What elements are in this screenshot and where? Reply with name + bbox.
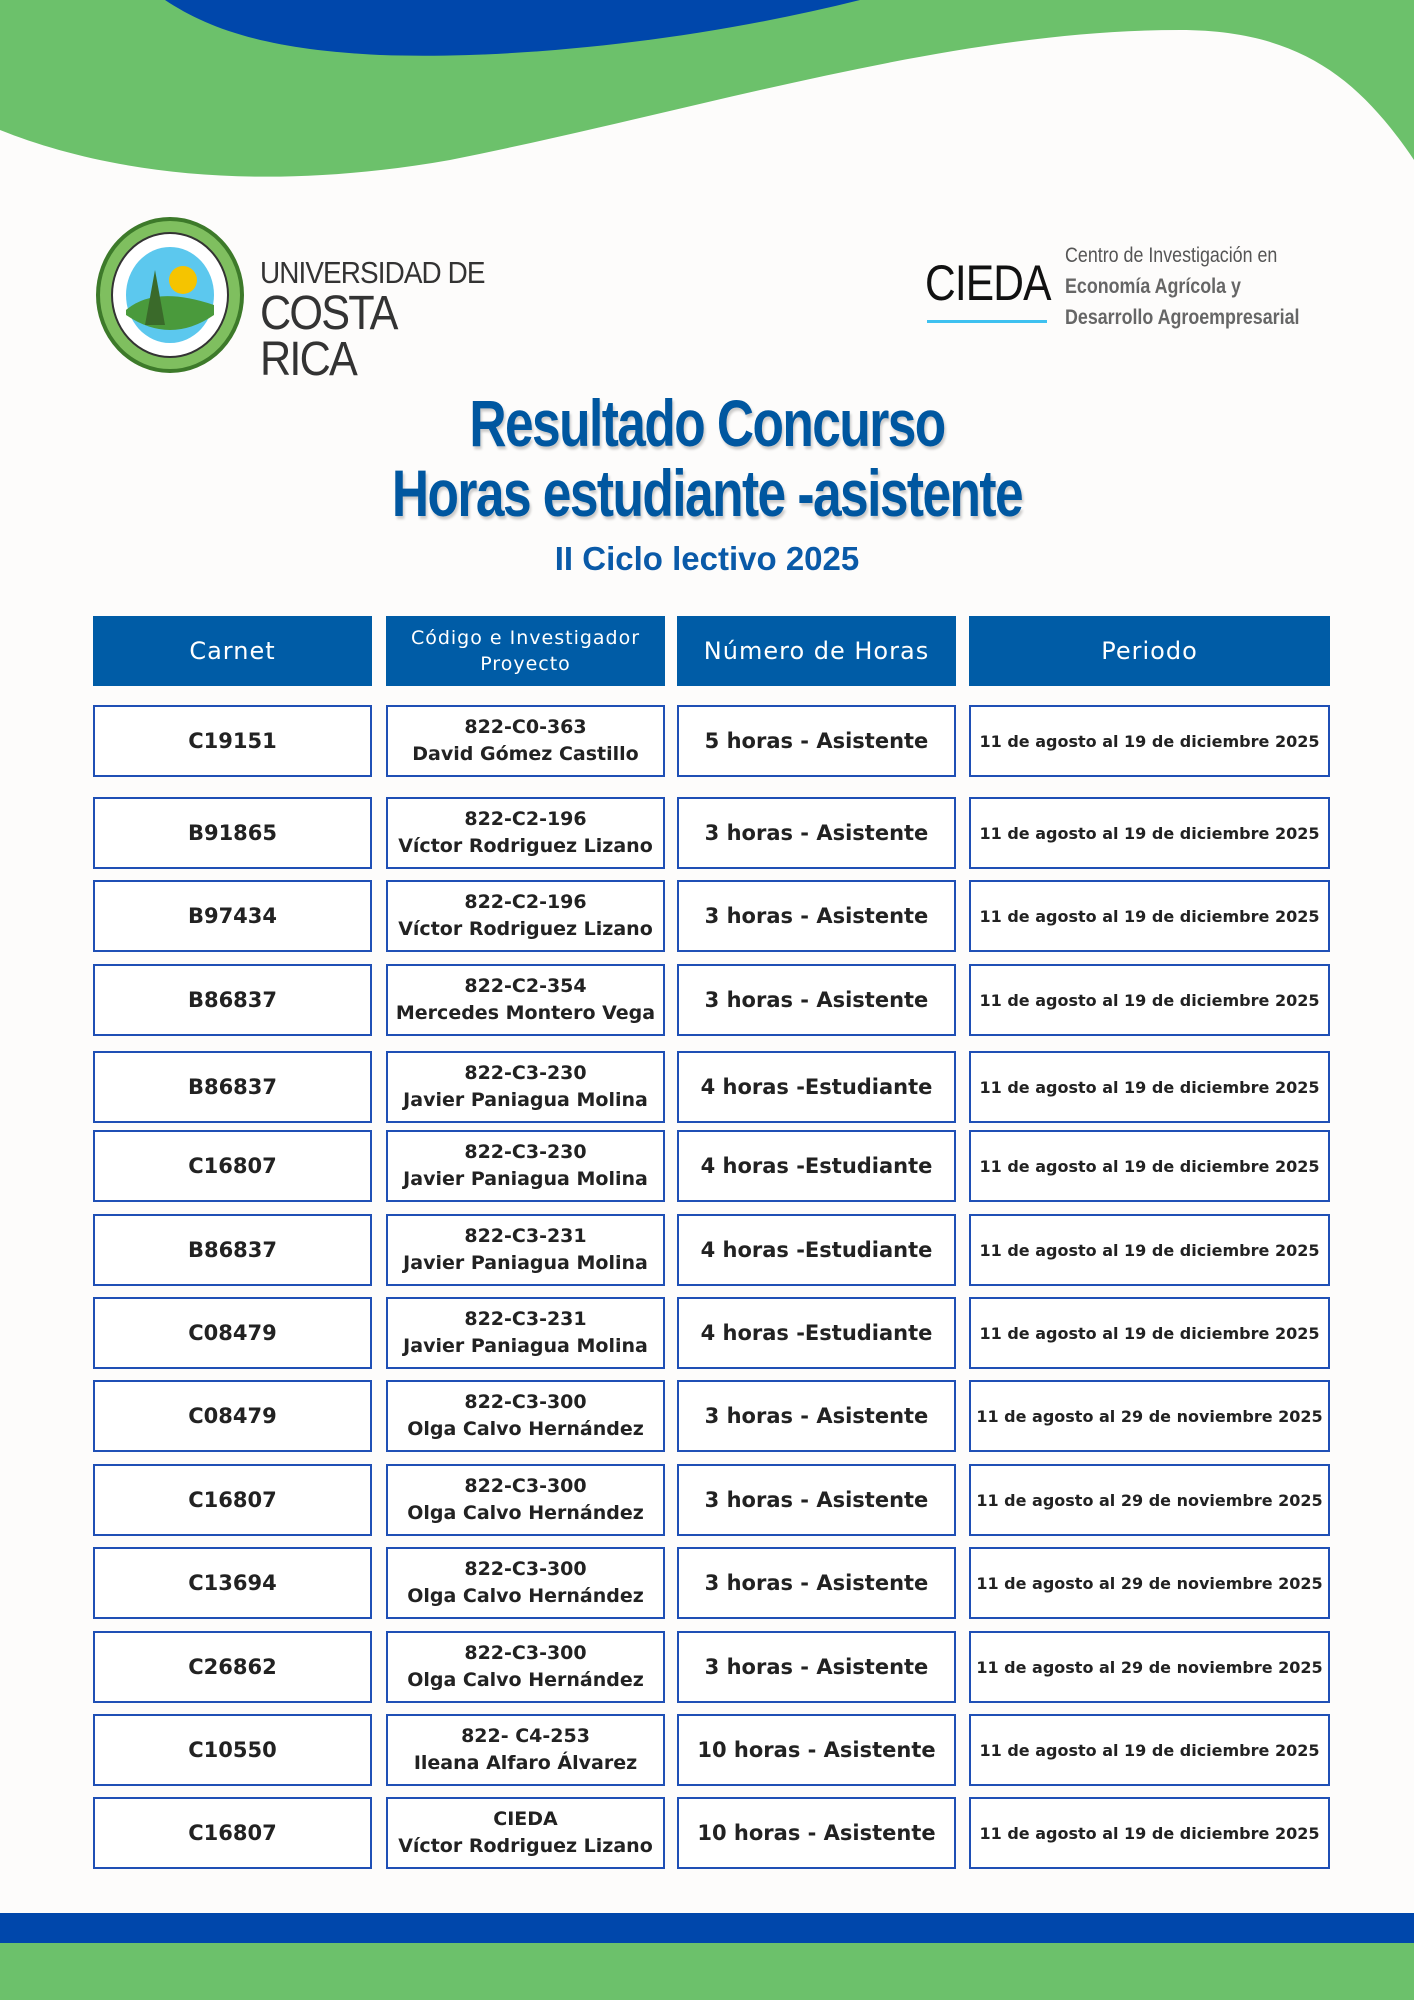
cell-horas: [677, 705, 956, 777]
cell-carnet: [93, 1297, 372, 1369]
cell-horas: [677, 1464, 956, 1536]
investigator-name: Víctor Rodriguez Lizano: [398, 918, 653, 940]
cell-carnet: [93, 964, 372, 1036]
period-value: 11 de agosto al 19 de diciembre 2025: [979, 823, 1320, 843]
carnet-value: B86837: [187, 1074, 278, 1099]
project-code: 822-C2-354: [464, 975, 587, 997]
cell-carnet: [93, 1214, 372, 1286]
cell-codigo: [386, 1547, 665, 1619]
period-value: 11 de agosto al 19 de diciembre 2025: [979, 1323, 1320, 1343]
cell-codigo: [386, 1464, 665, 1536]
investigator-name: Olga Calvo Hernández: [407, 1669, 644, 1691]
investigator-name: Olga Calvo Hernández: [407, 1502, 644, 1524]
investigator-name: Javier Paniagua Molina: [403, 1168, 648, 1190]
hours-value: 3 horas - Asistente: [704, 820, 929, 845]
cell-codigo: [386, 964, 665, 1036]
period-value: 11 de agosto al 19 de diciembre 2025: [979, 1740, 1320, 1760]
carnet-value: B86837: [187, 987, 278, 1012]
carnet-value: C16807: [188, 1487, 277, 1512]
project-code: CIEDA: [493, 1808, 558, 1830]
cell-periodo: [969, 1051, 1330, 1123]
hours-value: 10 horas - Asistente: [697, 1737, 936, 1762]
cell-codigo: [386, 1797, 665, 1869]
project-code: 822-C3-231: [464, 1308, 587, 1330]
cell-horas: [677, 1130, 956, 1202]
period-value: 11 de agosto al 29 de noviembre 2025: [976, 1657, 1323, 1677]
carnet-value: C10550: [188, 1737, 277, 1762]
carnet-value: C16807: [188, 1153, 277, 1178]
cell-codigo: [386, 797, 665, 869]
cell-periodo: [969, 1297, 1330, 1369]
cell-carnet: [93, 1380, 372, 1452]
investigator-name: Javier Paniagua Molina: [403, 1252, 648, 1274]
cell-carnet: [93, 1051, 372, 1123]
page-subtitle: II Ciclo lectivo 2025: [554, 540, 860, 577]
hours-value: 3 horas - Asistente: [704, 1487, 929, 1512]
cell-periodo: [969, 1797, 1330, 1869]
project-code: 822- C4-253: [461, 1725, 590, 1747]
ucr-seal-icon: [95, 215, 250, 375]
header-codigo: [386, 616, 665, 686]
hours-value: 3 horas - Asistente: [704, 987, 929, 1012]
cell-periodo: [969, 880, 1330, 952]
footer-blue-bar: [0, 1913, 1414, 1943]
hours-value: 3 horas - Asistente: [704, 903, 929, 928]
cell-carnet: [93, 797, 372, 869]
investigator-name: Víctor Rodriguez Lizano: [398, 1835, 653, 1857]
period-value: 11 de agosto al 19 de diciembre 2025: [979, 731, 1320, 751]
cell-carnet: [93, 1714, 372, 1786]
cell-periodo: [969, 1130, 1330, 1202]
header-periodo: Periodo: [969, 616, 1330, 686]
cell-codigo: [386, 1214, 665, 1286]
investigator-name: Olga Calvo Hernández: [407, 1418, 644, 1440]
project-code: 822-C0-363: [464, 716, 587, 738]
ucr-name-line2: COSTA RICA: [260, 287, 395, 386]
cell-codigo: [386, 880, 665, 952]
period-value: 11 de agosto al 19 de diciembre 2025: [979, 990, 1320, 1010]
ucr-logo: [95, 215, 525, 386]
investigator-name: David Gómez Castillo: [412, 743, 639, 765]
cell-horas: [677, 1297, 956, 1369]
project-code: 822-C3-230: [464, 1141, 587, 1163]
investigator-name: Víctor Rodriguez Lizano: [398, 835, 653, 857]
cell-horas: [677, 1380, 956, 1452]
page-title-line1: Resultado Concurso: [469, 386, 945, 460]
period-value: 11 de agosto al 19 de diciembre 2025: [979, 1156, 1320, 1176]
cell-periodo: [969, 705, 1330, 777]
hours-value: 3 horas - Asistente: [704, 1570, 929, 1595]
cell-periodo: [969, 1714, 1330, 1786]
cell-codigo: [386, 1297, 665, 1369]
project-code: 822-C2-196: [464, 808, 587, 830]
carnet-value: B91865: [187, 820, 278, 845]
page-title-line2: Horas estudiante -asistente: [391, 456, 1023, 530]
cell-periodo: [969, 1547, 1330, 1619]
cell-carnet: [93, 1797, 372, 1869]
investigator-name: Ileana Alfaro Álvarez: [413, 1752, 638, 1774]
ucr-name-line1: UNIVERSIDAD DE: [260, 255, 485, 290]
cell-carnet: [93, 1547, 372, 1619]
cell-periodo: [969, 1631, 1330, 1703]
carnet-value: B86837: [187, 1237, 278, 1262]
project-code: 822-C3-300: [464, 1475, 587, 1497]
hours-value: 4 horas -Estudiante: [700, 1153, 933, 1178]
hours-value: 4 horas -Estudiante: [700, 1320, 933, 1345]
hours-value: 10 horas - Asistente: [697, 1820, 936, 1845]
cell-horas: [677, 1051, 956, 1123]
cell-carnet: [93, 1631, 372, 1703]
cell-horas: [677, 1214, 956, 1286]
cieda-name: CIEDA: [925, 255, 1051, 311]
cell-codigo: [386, 1380, 665, 1452]
cell-periodo: [969, 964, 1330, 1036]
period-value: 11 de agosto al 19 de diciembre 2025: [979, 1240, 1320, 1260]
cell-carnet: [93, 880, 372, 952]
hours-value: 4 horas -Estudiante: [700, 1237, 933, 1262]
project-code: 822-C3-300: [464, 1558, 587, 1580]
cieda-line1: Centro de Investigación en: [1065, 244, 1278, 267]
cell-carnet: [93, 705, 372, 777]
header-codigo-label: Código e Investigador Proyecto: [410, 627, 641, 675]
footer-green-bar: [0, 1943, 1414, 2000]
cell-periodo: [969, 797, 1330, 869]
carnet-value: B97434: [187, 903, 278, 928]
carnet-value: C26862: [188, 1654, 277, 1679]
carnet-value: C08479: [188, 1320, 277, 1345]
project-code: 822-C3-231: [464, 1225, 587, 1247]
cell-horas: [677, 797, 956, 869]
header-carnet: Carnet: [93, 616, 372, 686]
cell-horas: [677, 1714, 956, 1786]
project-code: 822-C3-300: [464, 1642, 587, 1664]
cell-codigo: [386, 1051, 665, 1123]
investigator-name: Javier Paniagua Molina: [403, 1335, 648, 1357]
project-code: 822-C3-300: [464, 1391, 587, 1413]
investigator-name: Olga Calvo Hernández: [407, 1585, 644, 1607]
cell-codigo: [386, 1130, 665, 1202]
project-code: 822-C3-230: [464, 1062, 587, 1084]
cell-horas: [677, 880, 956, 952]
period-value: 11 de agosto al 29 de noviembre 2025: [976, 1573, 1323, 1593]
cell-periodo: [969, 1464, 1330, 1536]
cell-carnet: [93, 1464, 372, 1536]
hours-value: 3 horas - Asistente: [704, 1654, 929, 1679]
cieda-line2: Economía Agrícola y: [1065, 275, 1241, 298]
period-value: 11 de agosto al 29 de noviembre 2025: [976, 1406, 1323, 1426]
header-horas: Número de Horas: [677, 616, 956, 686]
cieda-line3: Desarrollo Agroempresarial: [1065, 306, 1300, 329]
hours-value: 3 horas - Asistente: [704, 1403, 929, 1428]
cell-carnet: [93, 1130, 372, 1202]
cieda-underline: [927, 320, 1047, 323]
cell-horas: [677, 964, 956, 1036]
cell-periodo: [969, 1214, 1330, 1286]
investigator-name: Javier Paniagua Molina: [403, 1089, 648, 1111]
cell-horas: [677, 1797, 956, 1869]
period-value: 11 de agosto al 19 de diciembre 2025: [979, 906, 1320, 926]
cell-horas: [677, 1631, 956, 1703]
period-value: 11 de agosto al 19 de diciembre 2025: [979, 1823, 1320, 1843]
investigator-name: Mercedes Montero Vega: [395, 1002, 656, 1024]
cell-codigo: [386, 1714, 665, 1786]
cell-periodo: [969, 1380, 1330, 1452]
cell-codigo: [386, 1631, 665, 1703]
cieda-logo: [925, 238, 1345, 338]
carnet-value: C08479: [188, 1403, 277, 1428]
carnet-value: C16807: [188, 1820, 277, 1845]
cell-horas: [677, 1547, 956, 1619]
carnet-value: C13694: [188, 1570, 277, 1595]
period-value: 11 de agosto al 29 de noviembre 2025: [976, 1490, 1323, 1510]
cell-codigo: [386, 705, 665, 777]
carnet-value: C19151: [188, 728, 277, 753]
period-value: 11 de agosto al 19 de diciembre 2025: [979, 1077, 1320, 1097]
project-code: 822-C2-196: [464, 891, 587, 913]
hours-value: 5 horas - Asistente: [704, 728, 929, 753]
hours-value: 4 horas -Estudiante: [700, 1074, 933, 1099]
header-wave-decoration: [0, 0, 1414, 200]
